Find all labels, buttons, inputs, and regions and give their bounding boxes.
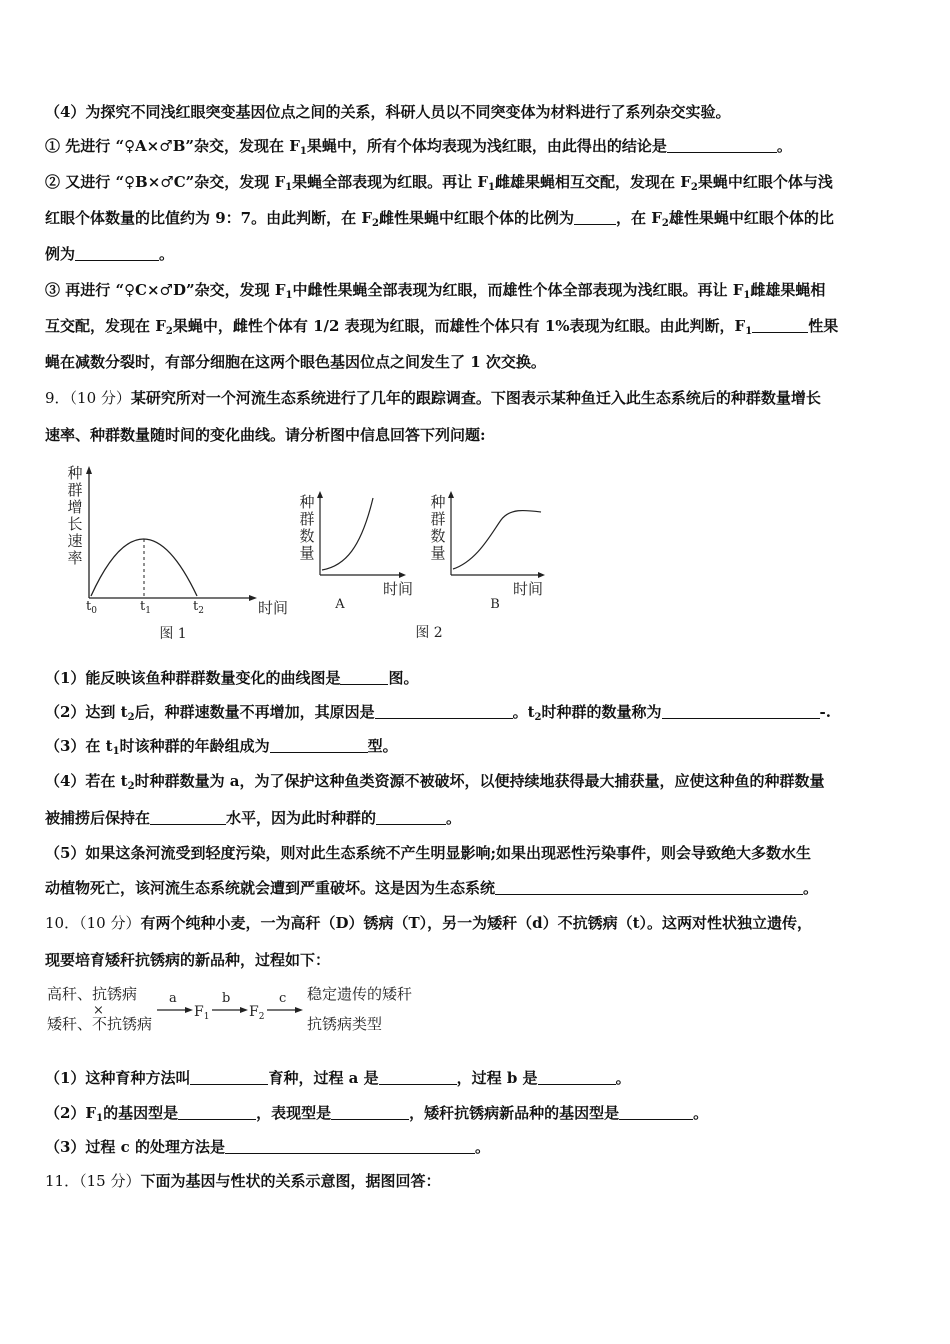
figure-2a — [299, 491, 413, 612]
text: 。 — [803, 879, 819, 897]
answer-blank[interactable] — [667, 136, 777, 153]
q10-part2 — [45, 1102, 915, 1124]
q9-part2 — [45, 701, 915, 723]
process-b-label: b — [222, 991, 231, 1006]
figure-2b-xlabel: 时间 — [513, 580, 544, 598]
ylabel-char: 速 — [67, 532, 83, 550]
subscript: 2 — [165, 326, 173, 337]
text: 果蝇中，雌性个体有 1/2 表现为红眼，而雄性个体只有 1%表现为红眼。由此判断，F — [172, 317, 746, 335]
text: 时该种群的年龄组成为 — [119, 737, 270, 755]
text: 。 — [776, 137, 792, 155]
answer-blank[interactable] — [75, 244, 159, 261]
q10-part3 — [45, 1136, 915, 1158]
subscript: 2 — [127, 712, 135, 723]
subscript: 1 — [96, 1113, 104, 1124]
text: 。 — [159, 245, 175, 263]
answer-blank[interactable] — [331, 1103, 409, 1120]
figure-2b-label: B — [490, 597, 500, 612]
text: ，表现型是 — [256, 1104, 332, 1122]
q9-part4-line2 — [45, 807, 915, 829]
figure-2b — [430, 491, 545, 612]
answer-blank[interactable] — [376, 808, 446, 825]
q10-stem-line2 — [45, 949, 915, 971]
text: （2）F — [45, 1104, 97, 1122]
ylabel-char: 量 — [430, 544, 446, 562]
q8-part4-intro-text: （4）为探究不同浅红眼突变基因位点之间的关系，科研人员以不同突变体为材料进行了系列杂交实验。 — [45, 103, 731, 121]
answer-blank[interactable] — [150, 808, 226, 825]
text: 雌雄果蝇相 — [750, 281, 826, 299]
q9-part5-line2 — [45, 877, 915, 899]
answer-blank[interactable] — [752, 316, 808, 333]
parent-1-label: 高秆、抗锈病 — [47, 985, 138, 1003]
text: 雌性果蝇中红眼个体的比例为 — [378, 209, 574, 227]
answer-blank[interactable] — [178, 1103, 256, 1120]
text: （1）能反映该鱼种群群数量变化的曲线图是 — [45, 669, 341, 687]
q9-stem-line2 — [45, 424, 915, 446]
figure-1-caption: 图 1 — [159, 626, 187, 642]
process-c-label: c — [279, 991, 287, 1006]
cross-symbol: × — [93, 1003, 104, 1018]
arrow-c-head — [295, 1007, 303, 1013]
figure-1-growth-rate-graph — [55, 460, 305, 645]
subscript: 1 — [745, 326, 753, 337]
text: 被捕捞后保持在 — [45, 809, 151, 827]
figure-1-xlabel: 时间 — [258, 599, 289, 617]
subscript: 1 — [285, 290, 293, 301]
subscript: 2 — [127, 781, 135, 792]
f2-label: $F_2$ — [249, 1004, 265, 1022]
text: 果蝇中红眼个体与浅 — [697, 173, 833, 191]
text: 某研究所对一个河流生态系统进行了几年的跟踪调查。下图表示某种鱼迁入此生态系统后的种群数量增长 — [130, 389, 821, 407]
text: 蝇在减数分裂时，有部分细胞在这两个眼色基因位点之间发生了 1 次交换。 — [45, 353, 546, 371]
text: 果蝇中，所有个体均表现为浅红眼，由此得出的结论是 — [306, 137, 667, 155]
arrow-a-head — [185, 1007, 193, 1013]
text: 速率、种群数量随时间的变化曲线。请分析图中信息回答下列问题: — [45, 426, 486, 444]
text: ① 先进行 “♀A×♂B”杂交，发现在 F — [45, 137, 300, 155]
x-axis-arrow — [399, 572, 406, 578]
y-axis-arrow — [317, 491, 323, 498]
q8-part4-sub2-line2 — [45, 207, 915, 229]
subscript: 1 — [743, 290, 751, 301]
text: 时种群数量为 a，为了保护这种鱼类资源不被破坏，以便持续地获得最大捕获量，应使这种鱼的种群数量 — [134, 772, 825, 790]
figure-2a-label: A — [335, 597, 345, 612]
question-number: 10．（10 分） — [45, 914, 141, 932]
answer-blank[interactable] — [619, 1103, 693, 1120]
text: 例为 — [45, 245, 76, 263]
text: （4）若在 t — [45, 772, 128, 790]
answer-blank[interactable] — [340, 668, 388, 685]
ylabel-char: 增 — [67, 498, 83, 516]
q8-part4-sub3-line3 — [45, 351, 915, 373]
text: 。t — [512, 703, 535, 721]
ylabel-char: 种 — [299, 493, 315, 511]
result-line-2: 抗锈病类型 — [307, 1015, 383, 1033]
j-curve — [322, 498, 373, 570]
text: 性果 — [808, 317, 839, 335]
q11-stem — [45, 1170, 915, 1192]
text: 育种，过程 a 是 — [268, 1069, 379, 1087]
text: 雌雄果蝇相互交配，发现在 F — [494, 173, 691, 191]
subscript: 2 — [661, 218, 669, 229]
q9-stem-line1 — [45, 387, 915, 409]
ylabel-char: 数 — [299, 527, 315, 545]
ylabel-char: 群 — [299, 510, 315, 528]
text: 后，种群速数量不再增加，其原因是 — [134, 703, 375, 721]
text: 图。 — [388, 669, 419, 687]
text: 。 — [693, 1104, 709, 1122]
ylabel-char: 数 — [430, 527, 446, 545]
text: 水平，因为此时种群的 — [226, 809, 377, 827]
text: ，在 F — [615, 209, 662, 227]
q10-part1 — [45, 1067, 915, 1089]
text: 有两个纯种小麦，一为高秆（D）锈病（T），另一为矮秆（d）不抗锈病（t）。这两对性状独立遗传， — [140, 914, 813, 932]
q8-part4-sub2-line1 — [45, 171, 915, 193]
text: 现要培育矮秆抗锈病的新品种，过程如下： — [45, 951, 331, 969]
text: ③ 再进行 “♀C×♂D”杂交，发现 F — [45, 281, 286, 299]
ylabel-char: 种 — [430, 493, 446, 511]
subscript: 2 — [690, 182, 698, 193]
q9-part3 — [45, 735, 915, 757]
y-axis-arrow — [86, 466, 92, 474]
text: 中雌性果蝇全部表现为红眼，而雄性个体全部表现为浅红眼。再让 F — [292, 281, 744, 299]
subscript: 1 — [299, 146, 307, 157]
x-axis-arrow — [249, 595, 257, 601]
y-axis-arrow — [448, 491, 454, 498]
ylabel-char: 长 — [67, 515, 83, 533]
question-number: 11．（15 分） — [45, 1172, 141, 1190]
subscript: 1 — [488, 182, 495, 193]
tick-label-t0: $t_0$ — [86, 599, 97, 616]
figure-2a-xlabel: 时间 — [383, 580, 414, 598]
tick-label-t1: $t_1$ — [140, 599, 151, 616]
answer-blank[interactable] — [538, 1068, 616, 1085]
text: 。 — [446, 809, 462, 827]
s-curve — [453, 510, 541, 569]
text: 雄性果蝇中红眼个体的比 — [668, 209, 834, 227]
text: （3）过程 c 的处理方法是 — [45, 1138, 226, 1156]
subscript: 1 — [285, 182, 293, 193]
answer-blank[interactable] — [662, 702, 820, 719]
ylabel-char: 率 — [67, 549, 83, 567]
text: 下面为基因与性状的关系示意图，据图回答： — [140, 1172, 441, 1190]
text: -. — [819, 703, 831, 721]
q9-part1 — [45, 667, 915, 689]
answer-blank[interactable] — [190, 1068, 268, 1085]
q9-part4-line1 — [45, 770, 915, 792]
answer-blank[interactable] — [495, 878, 803, 895]
breeding-process-scheme — [45, 980, 445, 1040]
text: ② 又进行 “♀B×♂C”杂交，发现 F — [45, 173, 286, 191]
q10-stem-line1 — [45, 912, 915, 934]
text: 时种群的数量称为 — [541, 703, 662, 721]
question-number: 9．（10 分） — [45, 389, 131, 407]
text: 。 — [475, 1138, 491, 1156]
answer-blank[interactable] — [574, 208, 616, 225]
subscript: 2 — [371, 218, 379, 229]
figure-1-ylabel — [67, 464, 82, 567]
q8-part4-sub3-line2 — [45, 315, 915, 337]
ylabel-char: 群 — [67, 481, 83, 499]
text: （5）如果这条河流受到轻度污染，则对此生态系统不产生明显影响;如果出现恶性污染事件，则会导致绝大多数水生 — [45, 844, 811, 862]
text: ，过程 b 是 — [456, 1069, 538, 1087]
text: （2）达到 t — [45, 703, 128, 721]
parent-2-label: 矮秆、不抗锈病 — [47, 1015, 153, 1033]
text: 的基因型是 — [103, 1104, 179, 1122]
result-line-1: 稳定遗传的矮秆 — [307, 985, 413, 1003]
answer-blank[interactable] — [379, 1068, 457, 1085]
subscript: 2 — [534, 712, 542, 723]
ylabel-char: 量 — [299, 544, 315, 562]
figure-2-population-graphs — [295, 490, 565, 645]
answer-blank[interactable] — [375, 702, 513, 719]
subscript: 1 — [112, 746, 120, 757]
text: （1）这种育种方法叫 — [45, 1069, 191, 1087]
text: 互交配，发现在 F — [45, 317, 166, 335]
ylabel-char: 种 — [67, 464, 83, 482]
text: ，矮秆抗锈病新品种的基因型是 — [409, 1104, 620, 1122]
q8-part4-intro — [45, 101, 915, 123]
q8-part4-sub2-line3 — [45, 243, 915, 265]
text: 动植物死亡，该河流生态系统就会遭到严重破坏。这是因为生态系统 — [45, 879, 496, 897]
process-a-label: a — [169, 991, 177, 1006]
ylabel-char: 群 — [430, 510, 446, 528]
text: （3）在 t — [45, 737, 113, 755]
text: 型。 — [367, 737, 398, 755]
text: 红眼个体数量的比值约为 9：7。由此判断，在 F — [45, 209, 372, 227]
tick-label-t2: $t_2$ — [193, 599, 204, 616]
q8-part4-sub3-line1 — [45, 279, 915, 301]
q9-part5-line1 — [45, 842, 915, 864]
text: 。 — [615, 1069, 631, 1087]
text: 果蝇全部表现为红眼。再让 F — [292, 173, 489, 191]
f1-label: $F_1$ — [194, 1004, 210, 1022]
arrow-b-head — [240, 1007, 248, 1013]
x-axis-arrow — [538, 572, 545, 578]
answer-blank[interactable] — [270, 736, 368, 753]
q8-part4-sub1 — [45, 135, 915, 157]
answer-blank[interactable] — [225, 1137, 475, 1154]
figure-2-caption: 图 2 — [415, 625, 443, 641]
